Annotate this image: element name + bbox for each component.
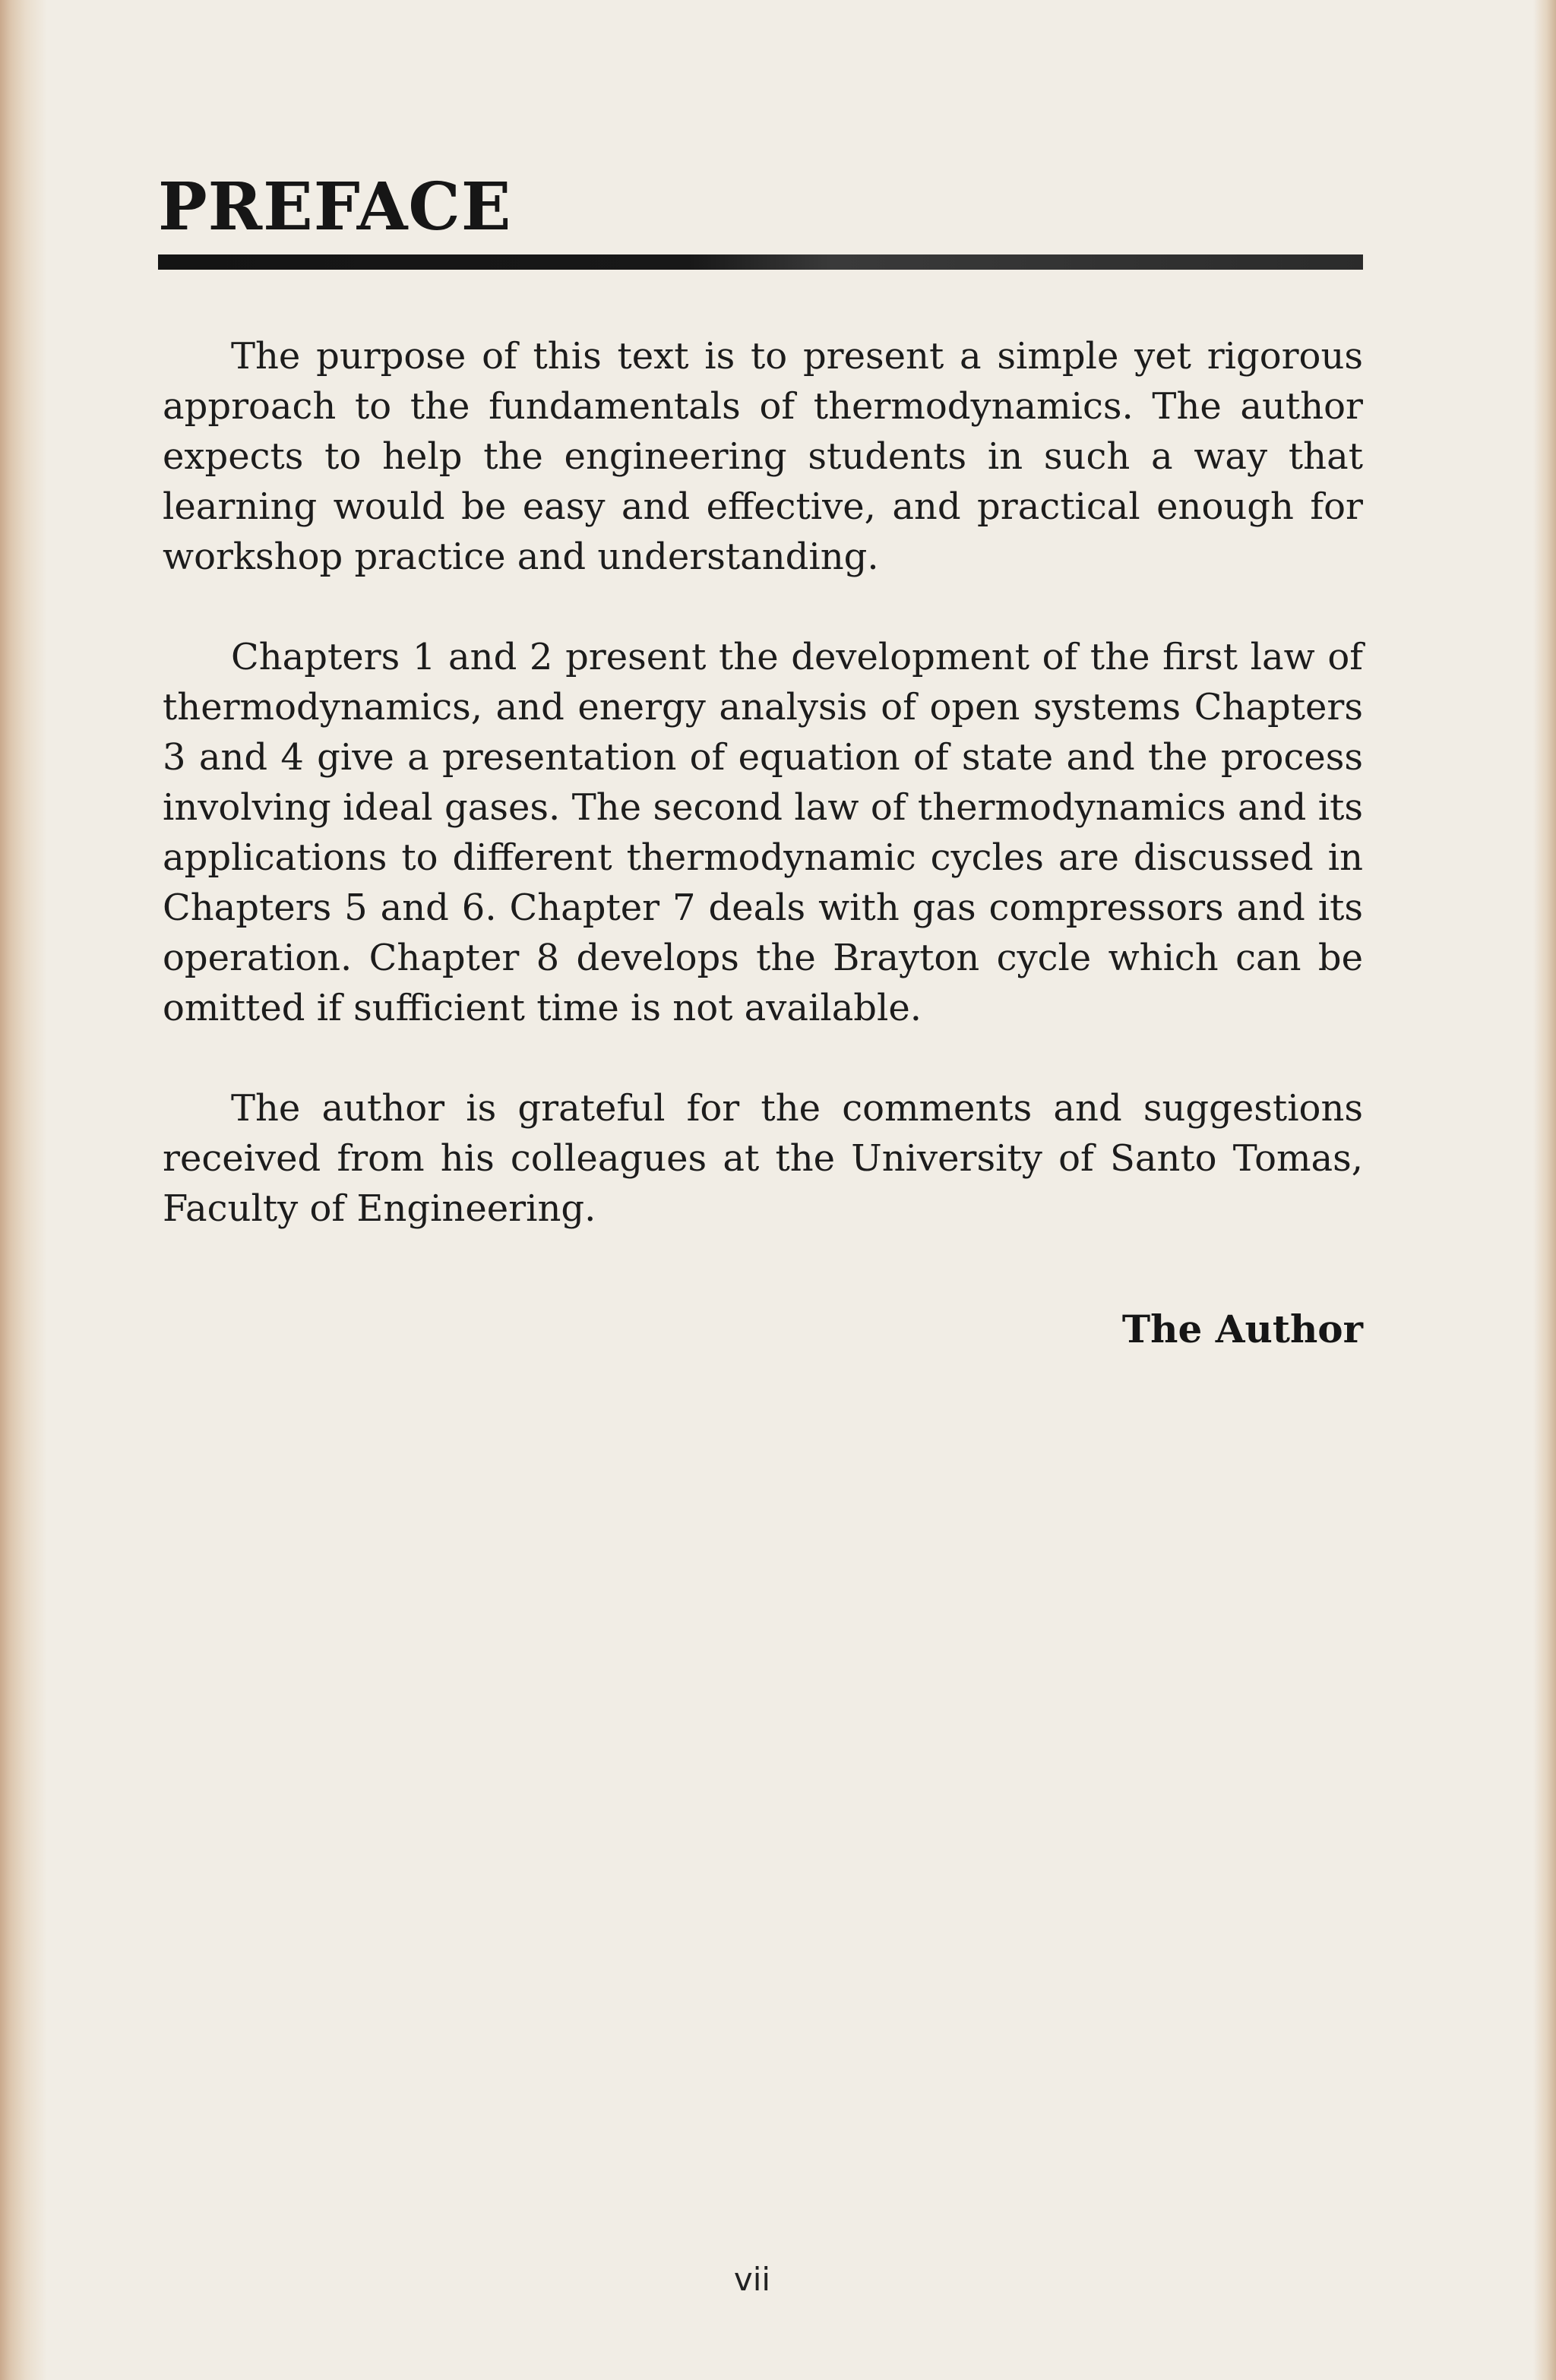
paragraph: The author is grateful for the comments and suggestions received from his colleagues at the University of Santo Tomas, Faculty of Engineering. [163,1087,1363,1230]
page-binding-shadow [0,0,47,2380]
heading-rule [158,254,1363,270]
author-signature: The Author [1121,1307,1363,1351]
preface-body [163,331,1363,1284]
page-heading: PREFACE [158,169,512,245]
paragraph: Chapters 1 and 2 present the development of the first law of thermodynamics, and energy analysis of open systems Chapters 3 and 4 give a presentation of equation of state and the process involving ideal gases. The second law of thermodynamics and its applications to different thermodynamic cycles are discussed in Chapters 5 and 6. Chapter 7 deals with gas compressors and its operation. Chapter 8 develops the Brayton cycle which can be omitted if sufficient time is not available. [163,636,1363,1029]
page-number: vii [733,2261,771,2298]
page-edge-shadow [1533,0,1556,2380]
paragraph: The purpose of this text is to present a simple yet rigorous approach to the fundamentals of thermodynamics. The author expects to help the engineering students in such a way that learning would be easy and effective, and practical enough for workshop practice and understanding. [163,335,1363,578]
